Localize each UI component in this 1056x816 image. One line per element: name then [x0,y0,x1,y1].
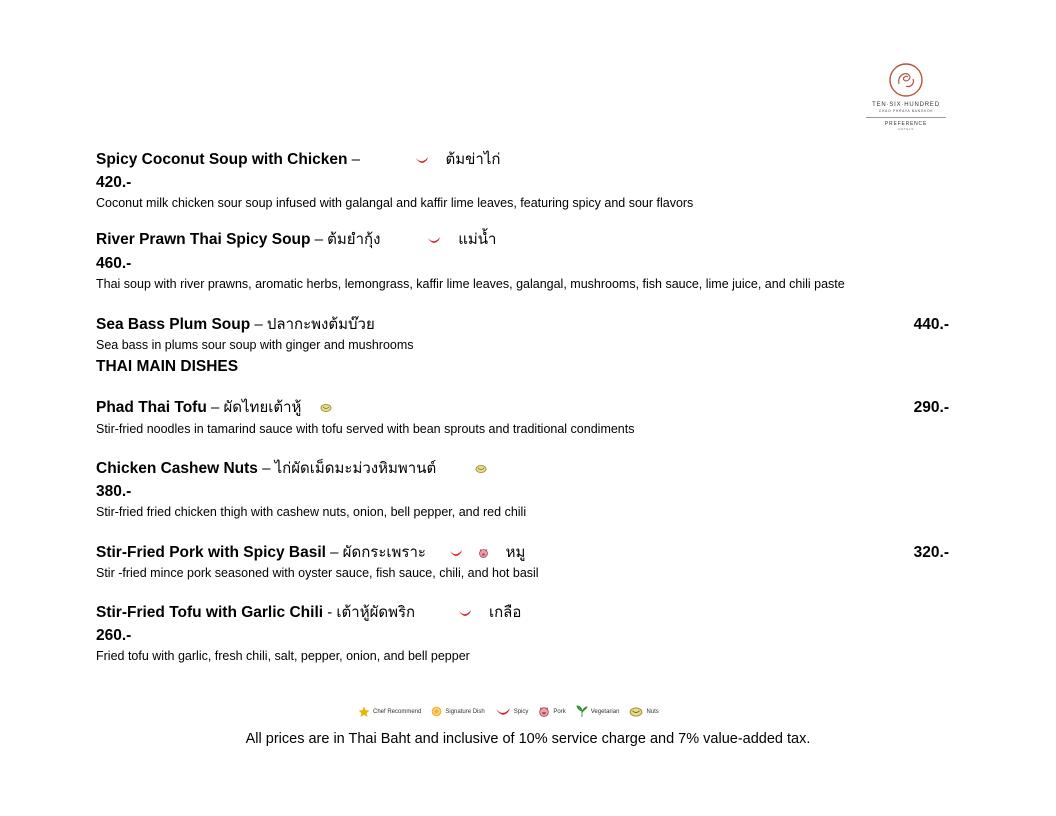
legend-item-vegetarian [576,705,620,718]
dish-thai-name-suffix: แม่น้ำ [458,230,497,248]
section-title: THAI MAIN DISHES [96,358,239,375]
dish-separator: – [250,316,267,333]
chili-icon [427,236,441,244]
dish-separator: – [325,544,343,561]
pig-icon [478,548,489,558]
medal-icon [431,706,442,717]
legend-item-spicy [495,707,529,716]
dish-price: 290.- [913,399,949,416]
legend-item-signature [431,706,484,717]
dish-price: 260.- [96,627,132,644]
legend-label: Chef Recommend [373,708,422,715]
dish-name: Chicken Cashew Nuts [96,460,258,477]
dish-thai-name-suffix: หมู [505,543,526,561]
dish-thai-name: ปลากะพงต้มบ๊วย [266,315,375,333]
chili-icon [495,707,511,716]
legend-item-nuts [629,706,658,718]
dish-name: Stir-Fried Tofu with Garlic Chili [96,604,324,621]
nut-icon [629,706,643,718]
dish-separator: – [257,460,275,477]
dish-name: River Prawn Thai Spicy Soup [96,231,311,248]
legend-label: Spicy [513,708,529,715]
legend-label: Pork [553,708,566,715]
logo-divider [866,117,946,118]
dish-name: Stir-Fried Pork with Spicy Basil [96,544,326,561]
dish-price: 380.- [96,483,132,500]
legend-item-pork [538,706,565,717]
dish-thai-name: ต้มข่าไก่ [445,150,501,168]
logo-hotels-text: HOTELS [898,127,914,131]
dish-name: Phad Thai Tofu [96,399,207,416]
dish-thai-name: ผัดไทยเต้าหู้ [223,398,302,416]
dish-thai-name-suffix: เกลือ [488,603,522,621]
dish-separator: – [310,231,328,248]
dish-separator: - [323,604,337,621]
chili-icon [415,156,429,164]
legend-label: Signature Dish [445,708,485,715]
dish-title-line [96,461,487,477]
dish-price: 320.- [913,544,949,561]
dish-thai-name: ผัดกระเพราะ [342,543,426,561]
dish-name: Sea Bass Plum Soup [96,316,251,333]
dish-price: 460.- [96,255,132,272]
nut-icon [475,464,487,474]
dish-thai-name: ต้มยำกุ้ง [327,230,381,248]
price-disclaimer: All prices are in Thai Baht and inclusive of 10% service charge and 7% value-added tax. [245,731,811,747]
dish-thai-name: ไก่ผัดเม็ดมะม่วงหิมพานต์ [274,459,437,477]
dish-separator: – [206,399,224,416]
dish-description: Stir-fried noodles in tamarind sauce with tofu served with bean sprouts and traditional condiments [96,422,635,436]
dish-description: Fried tofu with garlic, fresh chili, salt, pepper, onion, and bell pepper [96,649,470,663]
nut-icon [320,403,332,413]
dish-price: 420.- [96,174,132,191]
chili-icon [449,549,463,557]
dish-title-line [96,545,525,561]
dish-name: Spicy Coconut Soup with Chicken [96,151,348,168]
dish-title-line [96,400,332,416]
dish-price: 440.- [913,316,949,333]
legend-label: Nuts [646,708,659,715]
dish-title-line [96,317,375,333]
icon-legend [358,705,659,718]
chili-icon [458,609,472,617]
dish-description: Sea bass in plums sour soup with ginger and mushrooms [96,338,414,352]
dish-description: Coconut milk chicken sour soup infused with galangal and kaffir lime leaves, featuring spicy and sour flavors [96,196,694,210]
dish-title-line [96,605,521,621]
sprout-icon [576,705,588,718]
star-icon [358,706,370,718]
legend-label: Vegetarian [590,708,620,715]
pig-icon [538,706,550,717]
dish-title-line [96,232,496,248]
hotel-logo [862,62,950,131]
logo-sub-text: CHAO PHRAYA BANGKOK [878,109,934,113]
dish-thai-name: เต้าหู้ผัดพริก [336,603,416,621]
logo-preference-text: PREFERENCE [884,121,928,127]
dish-description: Stir -fried mince pork seasoned with oyster sauce, fish sauce, chili, and hot basil [96,566,539,580]
logo-emblem-icon [888,62,924,98]
legend-item-chef [358,706,421,718]
dish-description: Thai soup with river prawns, aromatic herbs, lemongrass, kaffir lime leaves, galangal, mushrooms, fish sauce, lime juice, and chili paste [96,277,845,291]
logo-brand-text: TEN·SIX·HUNDRED [872,102,940,108]
dish-title-line [96,152,500,168]
dish-separator: – [347,151,365,168]
dish-description: Stir-fried fried chicken thigh with cashew nuts, onion, bell pepper, and red chili [96,505,527,519]
